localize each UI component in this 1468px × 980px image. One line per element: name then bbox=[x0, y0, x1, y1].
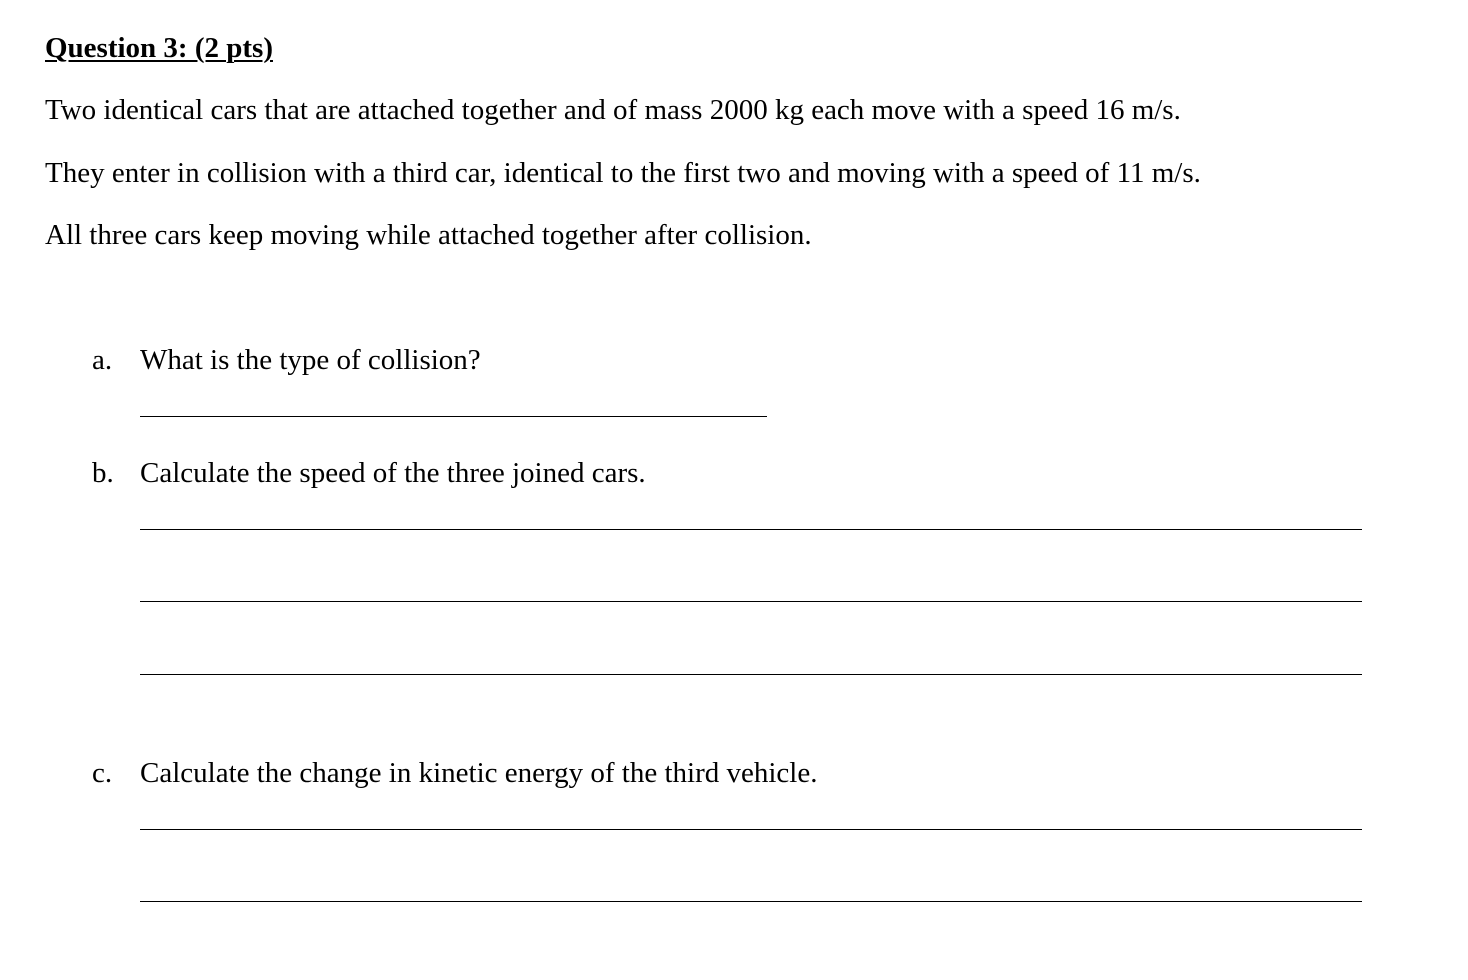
part-c-question: Calculate the change in kinetic energy of the third vehicle. bbox=[140, 757, 818, 789]
part-a-marker: a. bbox=[92, 344, 113, 376]
answer-line-b-3[interactable] bbox=[140, 674, 1362, 675]
problem-statement-line-1: Two identical cars that are attached together and of mass 2000 kg each move with a speed 16 m/s. bbox=[45, 94, 1181, 126]
answer-line-c-2[interactable] bbox=[140, 901, 1362, 902]
part-b-marker: b. bbox=[92, 457, 114, 489]
problem-statement-line-3: All three cars keep moving while attached together after collision. bbox=[45, 219, 812, 251]
part-b-question: Calculate the speed of the three joined cars. bbox=[140, 457, 646, 489]
answer-line-b-1[interactable] bbox=[140, 529, 1362, 530]
problem-statement-line-2: They enter in collision with a third car, identical to the first two and moving with a speed of 11 m/s. bbox=[45, 157, 1201, 189]
answer-line-b-2[interactable] bbox=[140, 601, 1362, 602]
part-c-marker: c. bbox=[92, 757, 113, 789]
part-a-question: What is the type of collision? bbox=[140, 344, 481, 376]
answer-line-a-1[interactable] bbox=[140, 416, 767, 417]
answer-line-c-1[interactable] bbox=[140, 829, 1362, 830]
question-heading: Question 3: (2 pts) bbox=[45, 32, 273, 64]
